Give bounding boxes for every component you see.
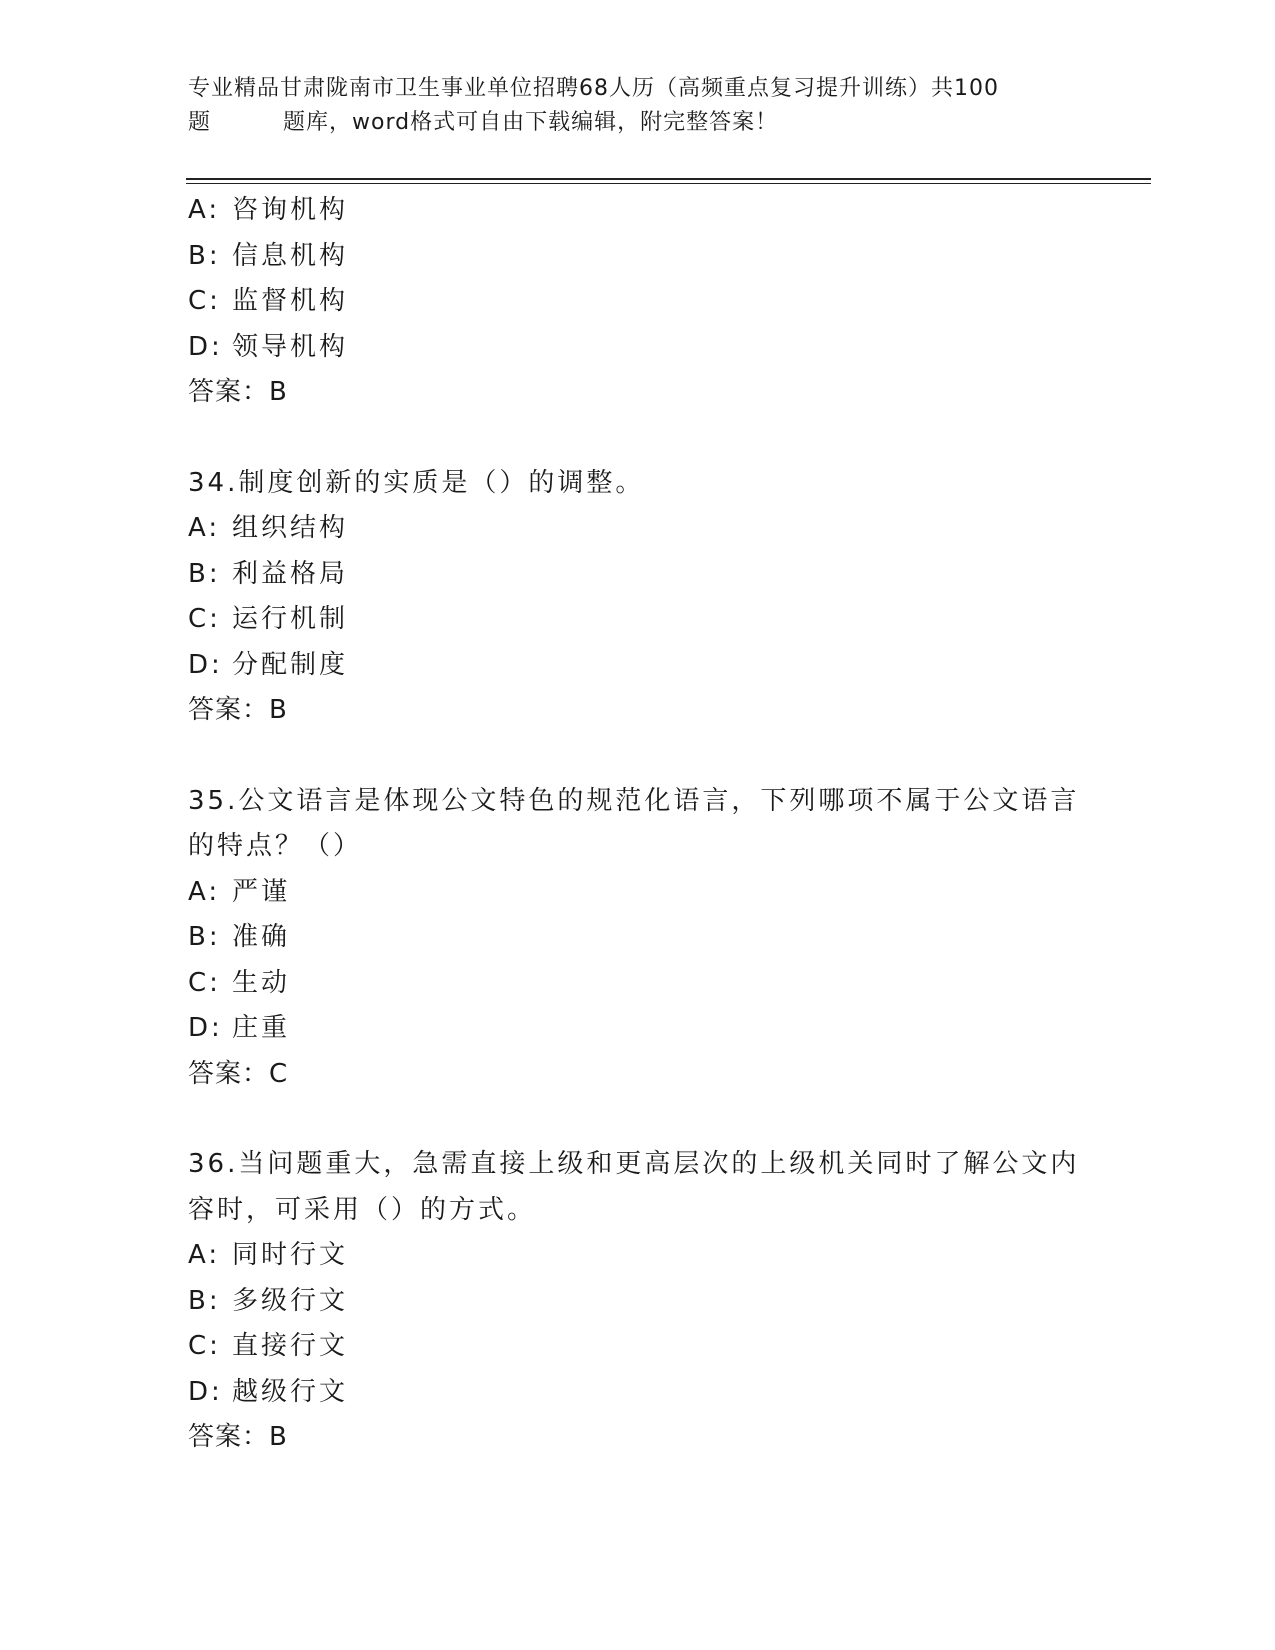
option-b <box>188 234 1088 280</box>
option-key: B: <box>188 558 221 589</box>
question-35 <box>188 779 1088 1098</box>
header-divider-thin <box>186 183 1151 184</box>
question-stem: 35.公文语言是体现公文特色的规范化语言，下列哪项不属于公文语言的特点？（） <box>188 785 1080 861</box>
option-key: B: <box>188 922 221 952</box>
option-text: 分配制度 <box>232 649 349 680</box>
question-stem: 34.制度创新的实质是（）的调整。 <box>188 467 645 498</box>
option-a <box>188 1233 1088 1279</box>
option-text: 直接行文 <box>232 1331 349 1361</box>
option-text: 组织结构 <box>232 513 349 543</box>
option-text: 信息机构 <box>232 240 349 271</box>
option-text: 利益格局 <box>232 558 349 589</box>
option-key: D: <box>188 649 223 680</box>
header-line-2-text: 题库，word格式可自由下载编辑，附完整答案！ <box>283 110 779 135</box>
option-key: B: <box>188 240 221 271</box>
option-key: C: <box>188 604 221 634</box>
option-text: 同时行文 <box>232 1240 349 1270</box>
option-b <box>188 915 1088 961</box>
option-key: D: <box>188 1013 223 1043</box>
option-c <box>188 279 1088 325</box>
answer: 答案：B <box>188 377 288 407</box>
option-text: 多级行文 <box>232 1285 349 1316</box>
option-text: 领导机构 <box>232 331 349 362</box>
option-text: 咨询机构 <box>232 195 349 225</box>
header-line-2-prefix: 题 <box>188 110 212 135</box>
option-text: 监督机构 <box>232 286 349 316</box>
question-36 <box>188 1142 1088 1461</box>
option-text: 庄重 <box>232 1013 291 1043</box>
page-header <box>188 72 1068 140</box>
header-line-1: 专业精品甘肃陇南市卫生事业单位招聘68人历（高频重点复习提升训练）共100 <box>188 76 999 101</box>
option-a <box>188 870 1088 916</box>
option-d <box>188 643 1088 689</box>
option-d <box>188 325 1088 371</box>
header-line-2 <box>188 106 1068 140</box>
answer: 答案：C <box>188 1058 289 1089</box>
partial-question <box>188 188 1088 416</box>
option-key: C: <box>188 286 221 316</box>
option-key: C: <box>188 967 221 998</box>
option-key: D: <box>188 331 223 362</box>
option-c <box>188 961 1088 1007</box>
option-b <box>188 552 1088 598</box>
question-34 <box>188 461 1088 734</box>
option-c <box>188 597 1088 643</box>
option-key: D: <box>188 1376 223 1407</box>
option-key: A: <box>188 195 221 225</box>
option-d <box>188 1006 1088 1052</box>
option-b <box>188 1279 1088 1325</box>
option-text: 越级行文 <box>232 1376 349 1407</box>
option-a <box>188 188 1088 234</box>
option-a <box>188 506 1088 552</box>
option-text: 严谨 <box>232 876 291 907</box>
option-key: A: <box>188 876 221 907</box>
option-text: 准确 <box>232 922 291 952</box>
option-text: 生动 <box>232 967 291 998</box>
option-key: B: <box>188 1285 221 1316</box>
option-key: C: <box>188 1331 221 1361</box>
answer: 答案：B <box>188 695 288 725</box>
option-text: 运行机制 <box>232 604 349 634</box>
answer: 答案：B <box>188 1422 288 1452</box>
option-d <box>188 1370 1088 1416</box>
option-key: A: <box>188 1240 221 1270</box>
option-key: A: <box>188 513 221 543</box>
header-divider-thick <box>186 178 1151 180</box>
option-c <box>188 1324 1088 1370</box>
question-list <box>188 188 1088 1461</box>
question-stem: 36.当问题重大，急需直接上级和更高层次的上级机关同时了解公文内容时，可采用（）的方式。 <box>188 1149 1080 1225</box>
